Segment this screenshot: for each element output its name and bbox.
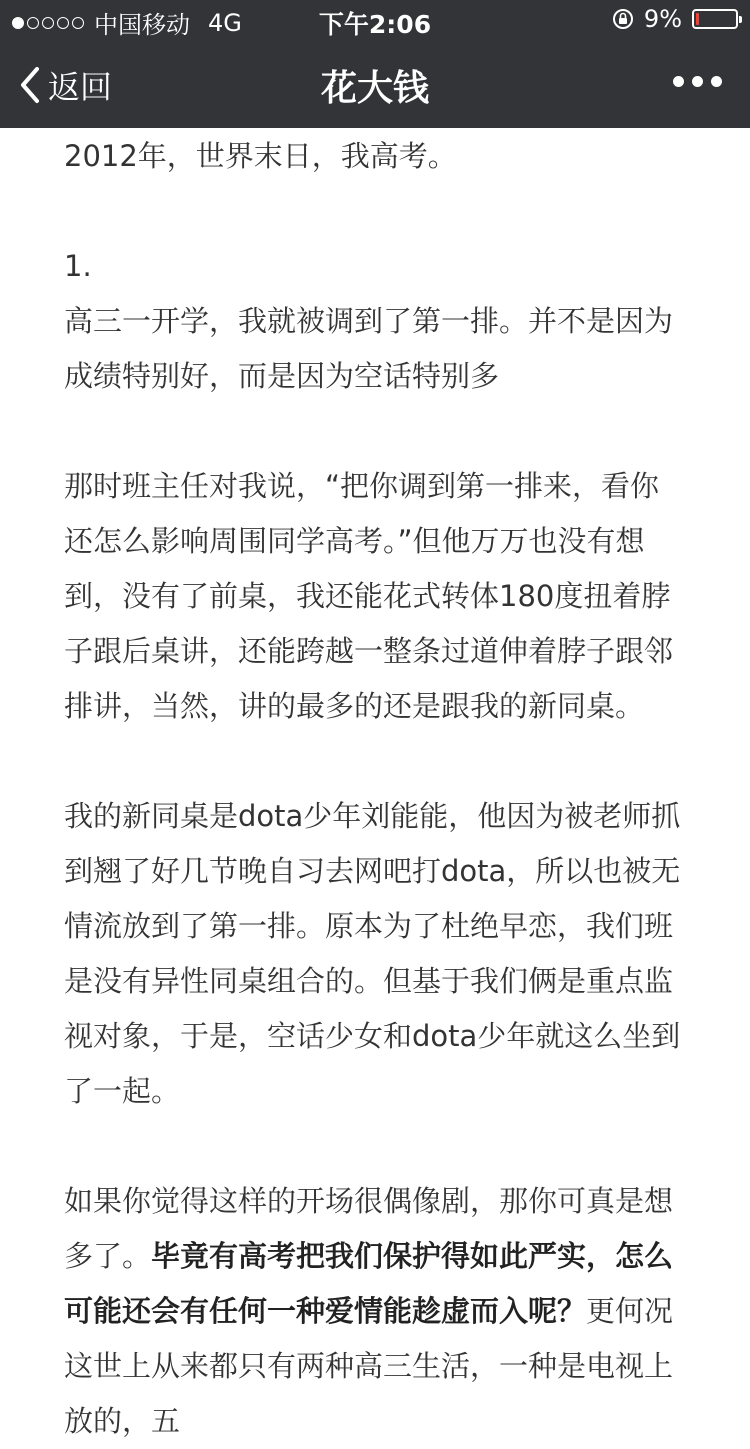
- status-bar: [0, 0, 750, 40]
- section-number: 1.: [64, 249, 92, 283]
- status-right: [612, 5, 738, 33]
- article-body: [64, 128, 688, 1438]
- article-paragraph: 高三一开学，我就被调到了第一排。并不是因为成绩特别好，而是因为空话特别多: [64, 304, 674, 393]
- orientation-lock-icon: [612, 8, 634, 30]
- article-paragraph: 我的新同桌是dota少年刘能能，他因为被老师抓到翘了好几节晚自习去网吧打dota，所以也被无情流放到了第一排。原本为了杜绝早恋，我们班是没有异性同桌组合的。但基于我们俩是重点监视对象，于是，空话少女和dota少年就这么坐到了一起。: [64, 799, 681, 1108]
- battery-level-fill: [696, 13, 699, 25]
- navigation-bar: [0, 40, 750, 128]
- article-paragraph: 2012年，世界末日，我高考。: [64, 139, 457, 173]
- more-dots-icon[interactable]: [673, 76, 722, 87]
- page-title: 花大钱: [320, 68, 429, 109]
- back-label: 返回: [48, 68, 113, 106]
- article-paragraph: 那时班主任对我说，“把你调到第一排来，看你还怎么影响周围同学高考。”但他万万也没有想到，没有了前桌，我还能花式转体180度扭着脖子跟后桌讲，还能跨越一整条过道伸着脖子跟邻排讲，当然，讲的最多的还是跟我的新同桌。: [64, 469, 674, 723]
- battery-percent: 9%: [643, 5, 682, 33]
- article-paragraph: [64, 1174, 688, 1449]
- carrier-name: 中国移动: [94, 11, 190, 39]
- bold-emphasis-text: 毕竟有高考把我们保护得如此严实，怎么可能还会有任何一种爱情能趁虚而入呢？: [64, 1239, 674, 1328]
- status-time: 下午2:06: [318, 10, 432, 39]
- top-bar: [0, 0, 750, 128]
- paragraph-text: 如果你觉得这样的开场很偶像剧，那你可真是想多了。: [64, 1184, 674, 1273]
- paragraph-text: 更何况这世上从来都只有两种高三生活，一种是电视上放的，五: [64, 1294, 674, 1438]
- battery-icon: [692, 9, 738, 29]
- network-type: 4G: [208, 8, 242, 37]
